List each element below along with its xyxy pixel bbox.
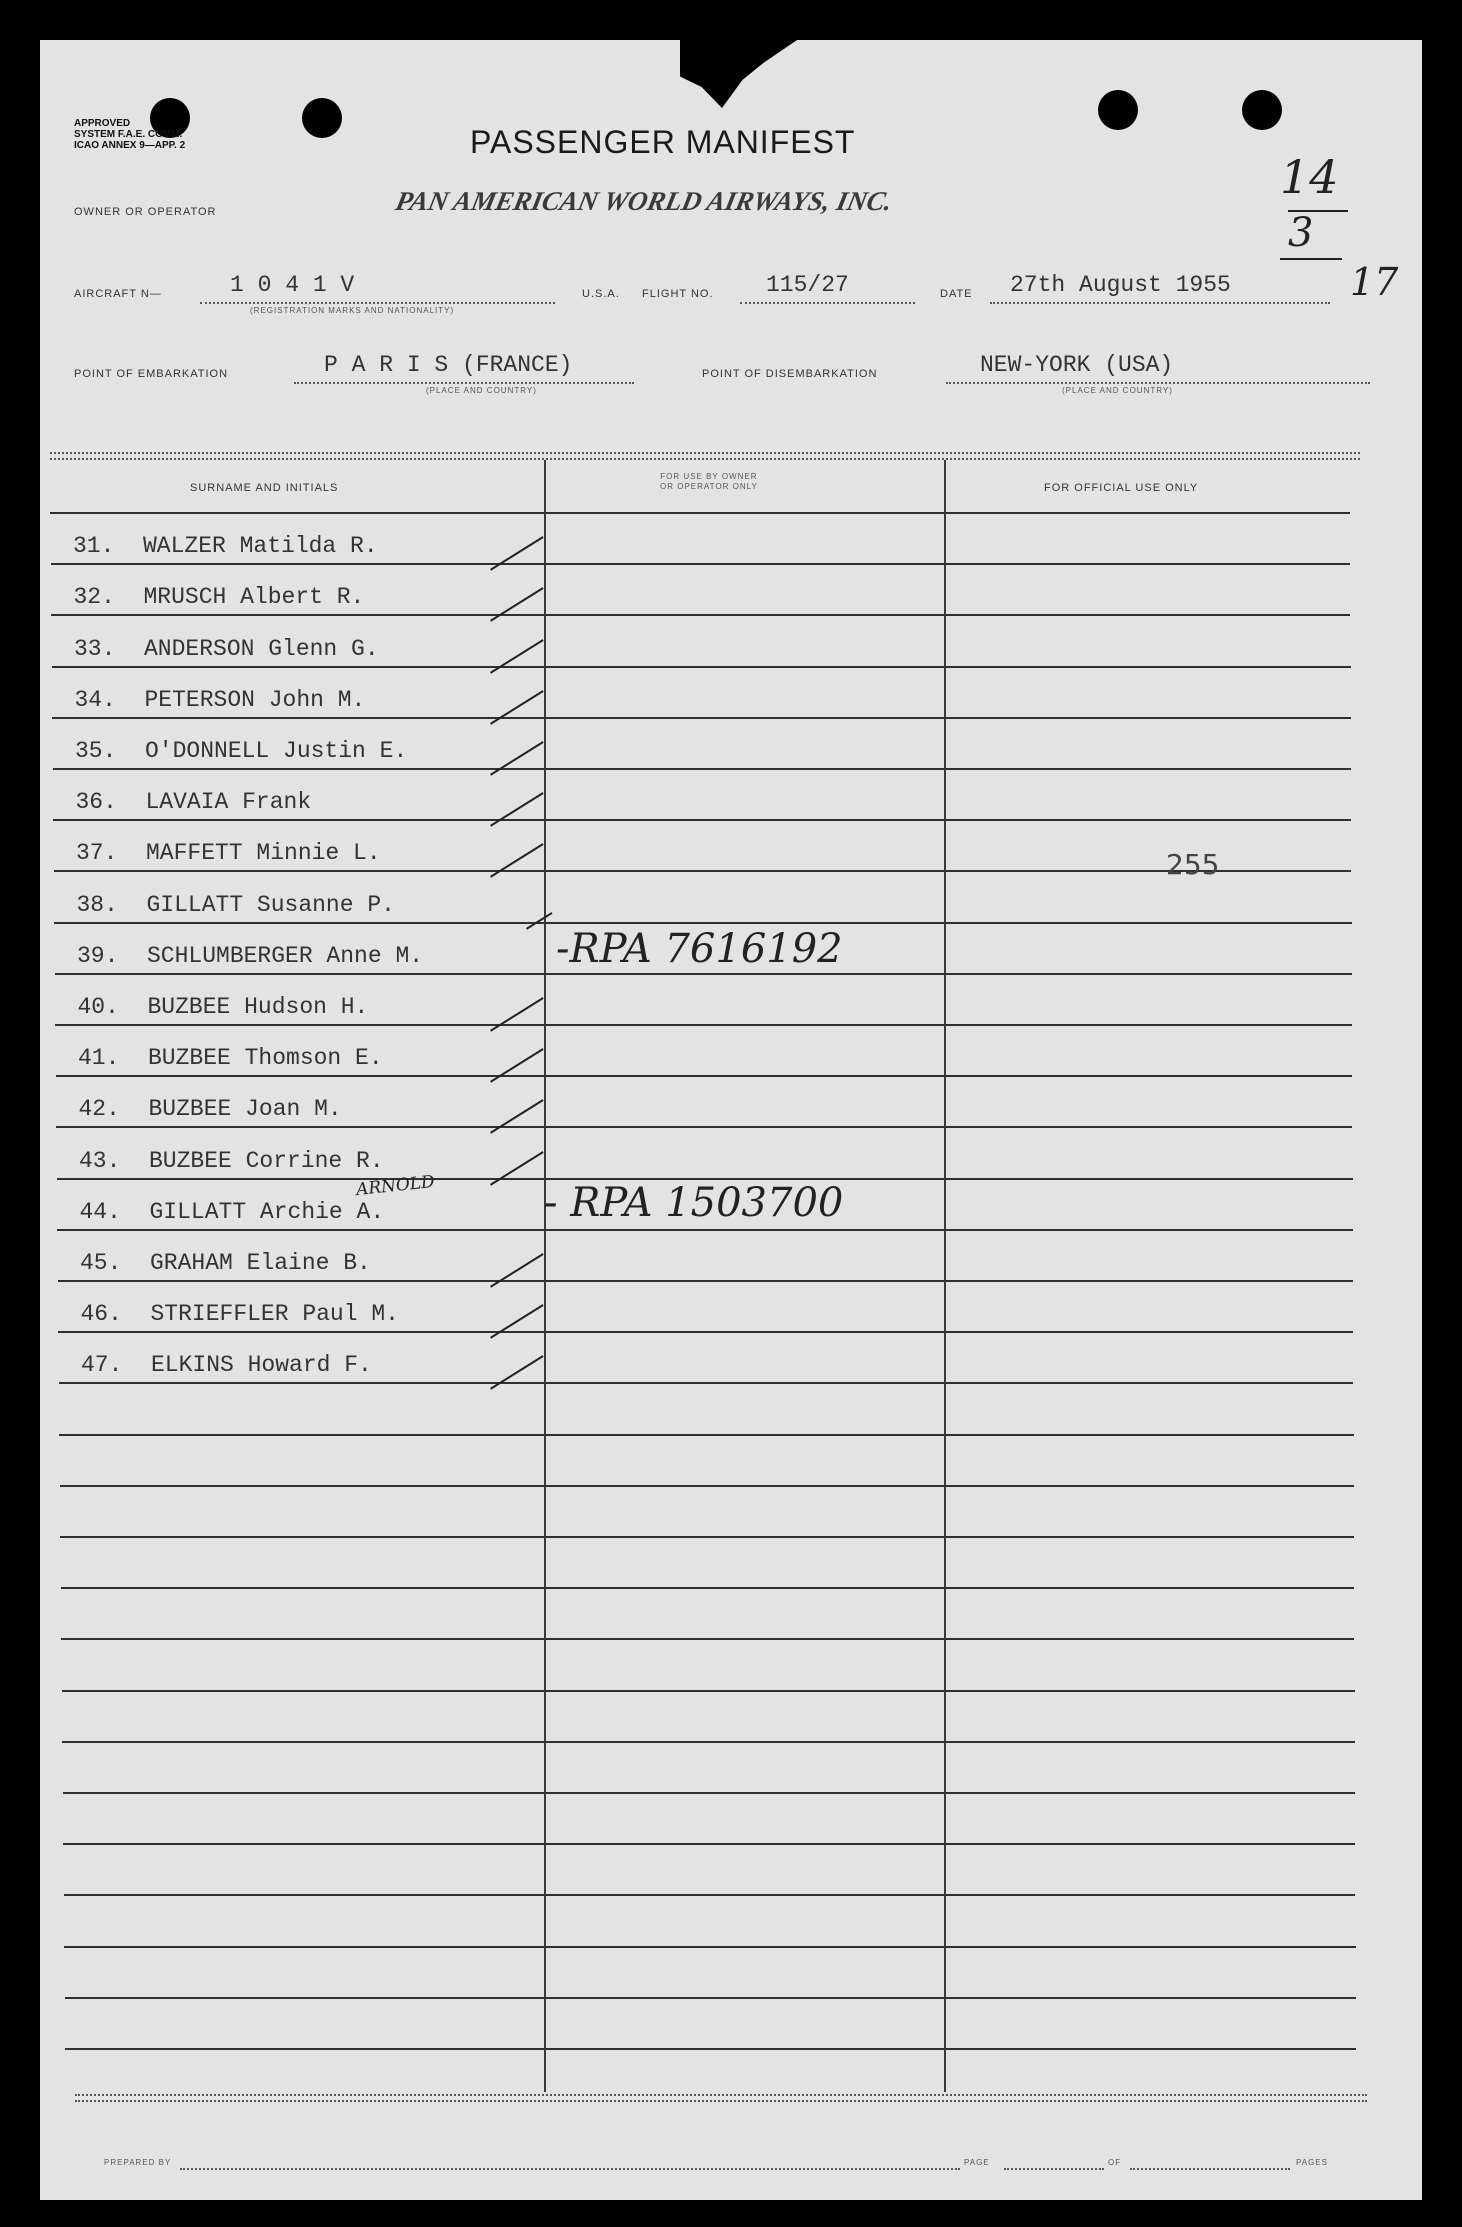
list-item bbox=[80, 1199, 385, 1225]
list-item bbox=[74, 636, 379, 662]
approval-stamp: APPROVED SYSTEM F.A.E. COMM. ICAO ANNEX 9—APP. 2 bbox=[74, 118, 186, 151]
ruled-line bbox=[56, 1075, 1353, 1077]
ruled-line bbox=[53, 768, 1352, 770]
ruled-line bbox=[65, 2048, 1356, 2050]
aircraft-label: AIRCRAFT N— bbox=[74, 288, 162, 300]
passenger-name: BUZBEE Joan M. bbox=[148, 1096, 342, 1122]
column-divider bbox=[544, 460, 546, 2092]
list-item bbox=[74, 584, 365, 610]
check-mark-icon bbox=[490, 690, 544, 725]
handwritten-above-44: ARNOLD bbox=[355, 1171, 436, 1201]
ruled-line bbox=[64, 1894, 1356, 1896]
ruled-line bbox=[54, 870, 1352, 872]
check-mark-icon bbox=[490, 587, 544, 622]
list-item bbox=[75, 687, 366, 713]
punch-hole bbox=[1098, 90, 1138, 130]
passenger-name: BUZBEE Corrine R. bbox=[149, 1148, 384, 1174]
passenger-name: BUZBEE Hudson H. bbox=[147, 994, 369, 1020]
list-item bbox=[79, 1148, 384, 1174]
aircraft-value: 1 0 4 1 V bbox=[230, 272, 355, 298]
passenger-name: MRUSCH Albert R. bbox=[143, 584, 365, 610]
punch-hole bbox=[1242, 90, 1282, 130]
manifest-page bbox=[40, 40, 1422, 2200]
column-divider bbox=[944, 460, 946, 2092]
list-item bbox=[81, 1352, 372, 1378]
disembarkation-label: POINT OF DISEMBARKATION bbox=[702, 368, 878, 380]
ruled-line bbox=[51, 614, 1350, 616]
passenger-number: 34. bbox=[74, 687, 116, 713]
check-mark-icon bbox=[490, 1151, 544, 1186]
passenger-number: 35. bbox=[75, 738, 117, 764]
disembarkation-caption: (PLACE AND COUNTRY) bbox=[1062, 386, 1173, 395]
passenger-number: 37. bbox=[76, 840, 118, 866]
passenger-name: BUZBEE Thomson E. bbox=[148, 1045, 383, 1071]
check-mark-icon bbox=[490, 1355, 544, 1390]
page-mark-side: 17 bbox=[1350, 260, 1399, 304]
passenger-number: 45. bbox=[80, 1250, 122, 1276]
ruled-line bbox=[65, 1997, 1356, 1999]
passenger-name: O'DONNELL Justin E. bbox=[145, 738, 408, 764]
passenger-name: ELKINS Howard F. bbox=[151, 1352, 372, 1378]
ruled-line bbox=[54, 922, 1352, 924]
disembarkation-value: NEW-YORK (USA) bbox=[980, 352, 1174, 378]
ruled-line bbox=[58, 1331, 1353, 1333]
passenger-name: STRIEFFLER Paul M. bbox=[150, 1301, 399, 1327]
flight-value: 115/27 bbox=[766, 272, 849, 298]
ruled-line bbox=[62, 1741, 1355, 1743]
passenger-name: GILLATT Susanne P. bbox=[146, 892, 395, 918]
ruled-line bbox=[61, 1638, 1354, 1640]
ruled-line bbox=[50, 512, 1350, 514]
col-header-owner-use: FOR USE BY OWNER OR OPERATOR ONLY bbox=[660, 472, 758, 491]
punch-hole bbox=[302, 98, 342, 138]
ruled-line bbox=[60, 1485, 1354, 1487]
passenger-number: 31. bbox=[73, 533, 115, 559]
check-mark-icon bbox=[490, 792, 544, 827]
passenger-name: GRAHAM Elaine B. bbox=[150, 1250, 371, 1276]
list-item bbox=[77, 892, 395, 918]
passenger-name: GILLATT Archie A. bbox=[149, 1199, 385, 1225]
page-title: PASSENGER MANIFEST bbox=[470, 124, 856, 160]
ruled-line bbox=[58, 1280, 1354, 1282]
check-mark-icon bbox=[490, 741, 544, 776]
owner-note-row-44: - RPA 1503700 bbox=[544, 1180, 844, 1226]
col-header-official-use: FOR OFFICIAL USE ONLY bbox=[1044, 482, 1199, 494]
of-label: OF bbox=[1108, 2158, 1122, 2167]
ruled-line bbox=[55, 1024, 1352, 1026]
ruled-line bbox=[60, 1536, 1354, 1538]
flight-label: FLIGHT NO. bbox=[642, 288, 714, 300]
paper-tear bbox=[680, 38, 800, 108]
passenger-number: 44. bbox=[79, 1199, 121, 1225]
ruled-line bbox=[53, 819, 1351, 821]
passenger-number: 40. bbox=[77, 994, 119, 1020]
ruled-line bbox=[52, 666, 1351, 668]
check-mark-icon bbox=[526, 912, 553, 930]
passenger-number: 43. bbox=[79, 1148, 121, 1174]
check-mark-icon bbox=[490, 639, 544, 674]
official-note-255: 255 bbox=[1166, 848, 1220, 881]
list-item bbox=[80, 1250, 371, 1276]
check-mark-icon bbox=[490, 536, 544, 571]
list-item bbox=[75, 738, 407, 764]
prepared-by-label: PREPARED BY bbox=[104, 2158, 172, 2167]
check-mark-icon bbox=[490, 1304, 544, 1339]
passenger-number: 41. bbox=[78, 1045, 120, 1071]
list-item bbox=[76, 840, 381, 866]
nationality-label: U.S.A. bbox=[582, 288, 620, 300]
list-item bbox=[76, 789, 312, 815]
passenger-name: WALZER Matilda R. bbox=[143, 533, 378, 559]
passenger-number: 42. bbox=[78, 1096, 120, 1122]
check-mark-icon bbox=[490, 1253, 544, 1288]
ruled-line bbox=[51, 563, 1351, 565]
passenger-number: 47. bbox=[81, 1352, 123, 1378]
ruled-line bbox=[57, 1229, 1353, 1231]
ruled-line bbox=[52, 717, 1351, 719]
passenger-number: 46. bbox=[80, 1301, 122, 1327]
list-item bbox=[77, 943, 423, 969]
owner-label: OWNER OR OPERATOR bbox=[74, 206, 217, 218]
owner-note-row-39: -RPA 7616192 bbox=[556, 926, 843, 972]
ruled-line bbox=[62, 1690, 1355, 1692]
ruled-line bbox=[59, 1382, 1354, 1384]
registration-caption: (REGISTRATION MARKS AND NATIONALITY) bbox=[250, 306, 455, 315]
ruled-line bbox=[56, 1126, 1352, 1128]
ruled-line bbox=[63, 1843, 1355, 1845]
embarkation-label: POINT OF EMBARKATION bbox=[74, 368, 229, 380]
page-mark-top: 14 bbox=[1280, 150, 1339, 204]
list-item bbox=[79, 1096, 342, 1122]
owner-value: PAN AMERICAN WORLD AIRWAYS, INC. bbox=[392, 186, 895, 216]
page-mark-middle: 3 bbox=[1288, 210, 1314, 256]
embarkation-caption: (PLACE AND COUNTRY) bbox=[426, 386, 537, 395]
pages-label: PAGES bbox=[1296, 2158, 1328, 2167]
passenger-name: ANDERSON Glenn G. bbox=[144, 636, 379, 662]
check-mark-icon bbox=[490, 1099, 544, 1134]
list-item bbox=[78, 994, 369, 1020]
list-item bbox=[81, 1301, 399, 1327]
ruled-line bbox=[61, 1587, 1355, 1589]
list-item bbox=[78, 1045, 383, 1071]
ruled-line bbox=[59, 1434, 1354, 1436]
passenger-number: 36. bbox=[75, 789, 117, 815]
check-mark-icon bbox=[490, 997, 544, 1032]
page-label: PAGE bbox=[964, 2158, 990, 2167]
col-header-surname: SURNAME AND INITIALS bbox=[190, 482, 339, 494]
embarkation-value: P A R I S (FRANCE) bbox=[324, 352, 573, 378]
check-mark-icon bbox=[490, 843, 544, 878]
check-mark-icon bbox=[490, 1048, 544, 1083]
passenger-number: 33. bbox=[74, 636, 116, 662]
ruled-line bbox=[63, 1792, 1356, 1794]
passenger-number: 32. bbox=[73, 584, 115, 610]
ruled-line bbox=[55, 973, 1352, 975]
passenger-name: MAFFETT Minnie L. bbox=[146, 840, 381, 866]
passenger-number: 39. bbox=[77, 943, 119, 969]
date-label: DATE bbox=[940, 288, 973, 300]
passenger-name: LAVAIA Frank bbox=[145, 789, 312, 815]
passenger-name: PETERSON John M. bbox=[144, 687, 366, 713]
ruled-line bbox=[64, 1946, 1356, 1948]
passenger-name: SCHLUMBERGER Anne M. bbox=[147, 943, 424, 969]
passenger-number: 38. bbox=[76, 892, 118, 918]
list-item bbox=[73, 533, 378, 559]
date-value: 27th August 1955 bbox=[1010, 272, 1231, 298]
